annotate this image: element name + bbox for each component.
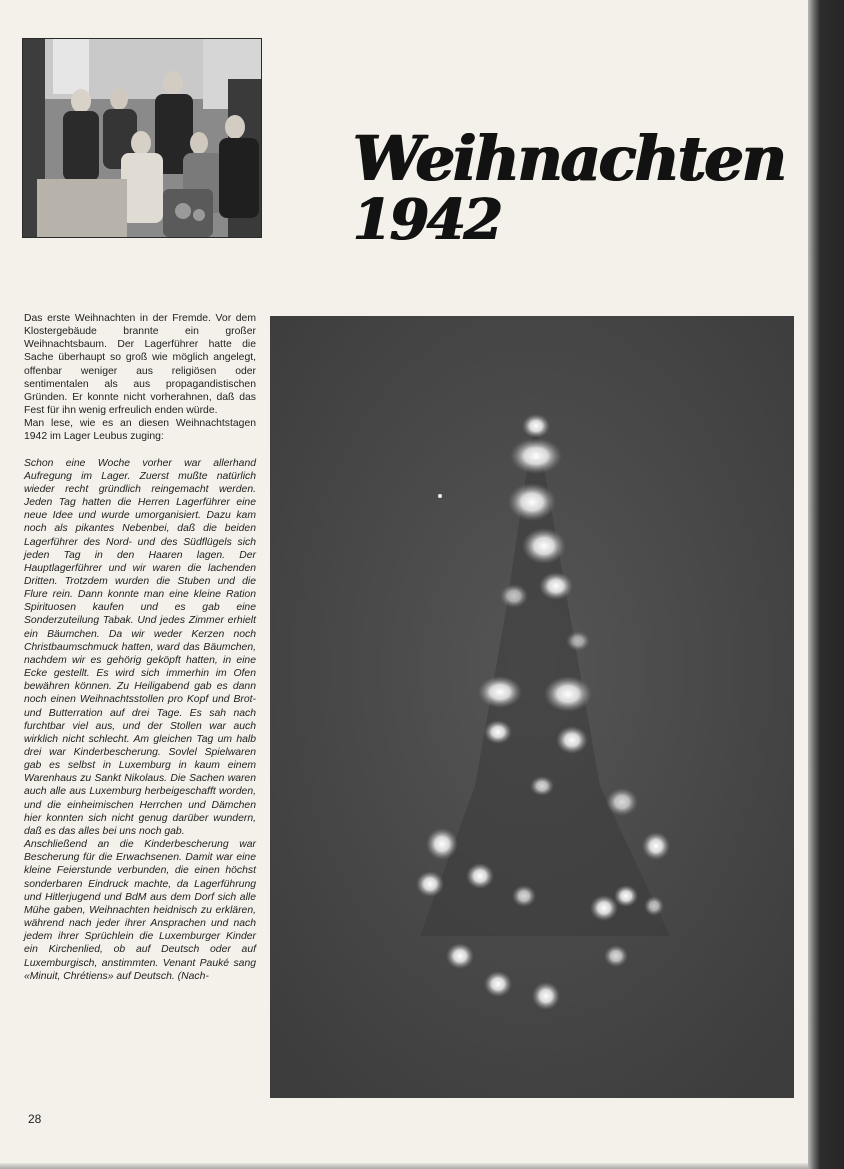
group-photo-image — [23, 39, 261, 237]
page-number: 28 — [28, 1112, 42, 1126]
quote-paragraph: Schon eine Woche vorher war allerhand Aufregung im Lager. Zuerst mußte natürlich wieder recht gründlich reingemacht werden. Jeden Tag hatten die Herren Lagerführer eine neue Idee und wurde umorganisiert. Dazu kam noch als pikantes Nebenbei, daß die beiden Lagerführer des Nord- und des Südflügels sich jeden Tag in den Haaren lagen. Der Hauptlagerführer und wir waren die lachenden Dritten. Trotzdem wurden die Stuben und die Flure rein. Dann konnte man eine kleine Ration Spirituosen kaufen und es gab eine Sonderzuteilung Tabak. Und jedes Zimmer erhielt ein Bäumchen. Da wir weder Kerzen noch Christbaumschmuck hatten, ward das Bäumchen, nachdem wir es gehörig geköpft hatten, in eine Ecke gestellt. Es wird sich immerhin im Ofen bewähren können. Zu Heiligabend gab es dann noch einen Weihnachtsstollen pro Kopf und Brot- und Butterration auf drei Tage. Es sah nach furchtbar viel aus, und der Stollen war auch wirklich nicht schlecht. Am gleichen Tag um halb drei war Kinderbescherung. Sovlel Spielwaren gab es selbst in Luxemburg in kaum einem Warenhaus zu Sankt Nikolaus. Die Sachen waren auch alle aus Luxemburg herbeigeschafft worden, und die einheimischen Herrchen und Dämchen hier konnten sich nicht genug darüber wundern, daß es das alles bei uns noch gab. — [24, 457, 256, 837]
intro-paragraph: Man lese, wie es an diesen Weihnachtstagen 1942 im Lager Leubus zuging: — [24, 418, 256, 443]
article-column — [24, 312, 256, 983]
quote-paragraph: Anschließend an die Kinderbescherung war Bescherung für die Erwachsenen. Damit war eine kleine Feierstunde verbunden, die einen höchst sonderbaren Eindruck machte, da Lagerführung und Hitlerjugend und BdM aus dem Dorf sich alle Mühe gaben, Weihnachten heidnisch zu erklären, während nach jeder ihrer Ansprachen und nach jedem ihrer Sprüchlein die Luxemburger Kinder ein Kirchenlied, ob auf Deutsch oder auf Luxemburgisch, anstimmten. Venant Pauké sang «Minuit, Chrétiens» auf Deutsch. (Nach- — [24, 839, 256, 982]
christmas-tree-photo — [270, 316, 794, 1098]
intro-paragraph: Das erste Weihnachten in der Fremde. Vor dem Klostergebäude brannte ein großer Weihnachtsbaum. Der Lagerführer hatte die Sache überhaupt so groß wie möglich angelegt, offenbar weniger aus religiösen oder sentimentalen als aus propagandistischen Gründen. Er konnte nicht vorherahnen, daß das Fest für ihn wenig erfreulich enden würde. — [24, 313, 256, 417]
title-line-1: Weihnachten — [352, 122, 784, 195]
page-title — [352, 122, 802, 253]
scan-shadow — [808, 0, 844, 1169]
christmas-tree-image — [270, 316, 794, 1098]
scan-edge — [0, 1163, 808, 1169]
title-line-2: 1942 — [352, 187, 500, 253]
group-photo — [22, 38, 262, 238]
